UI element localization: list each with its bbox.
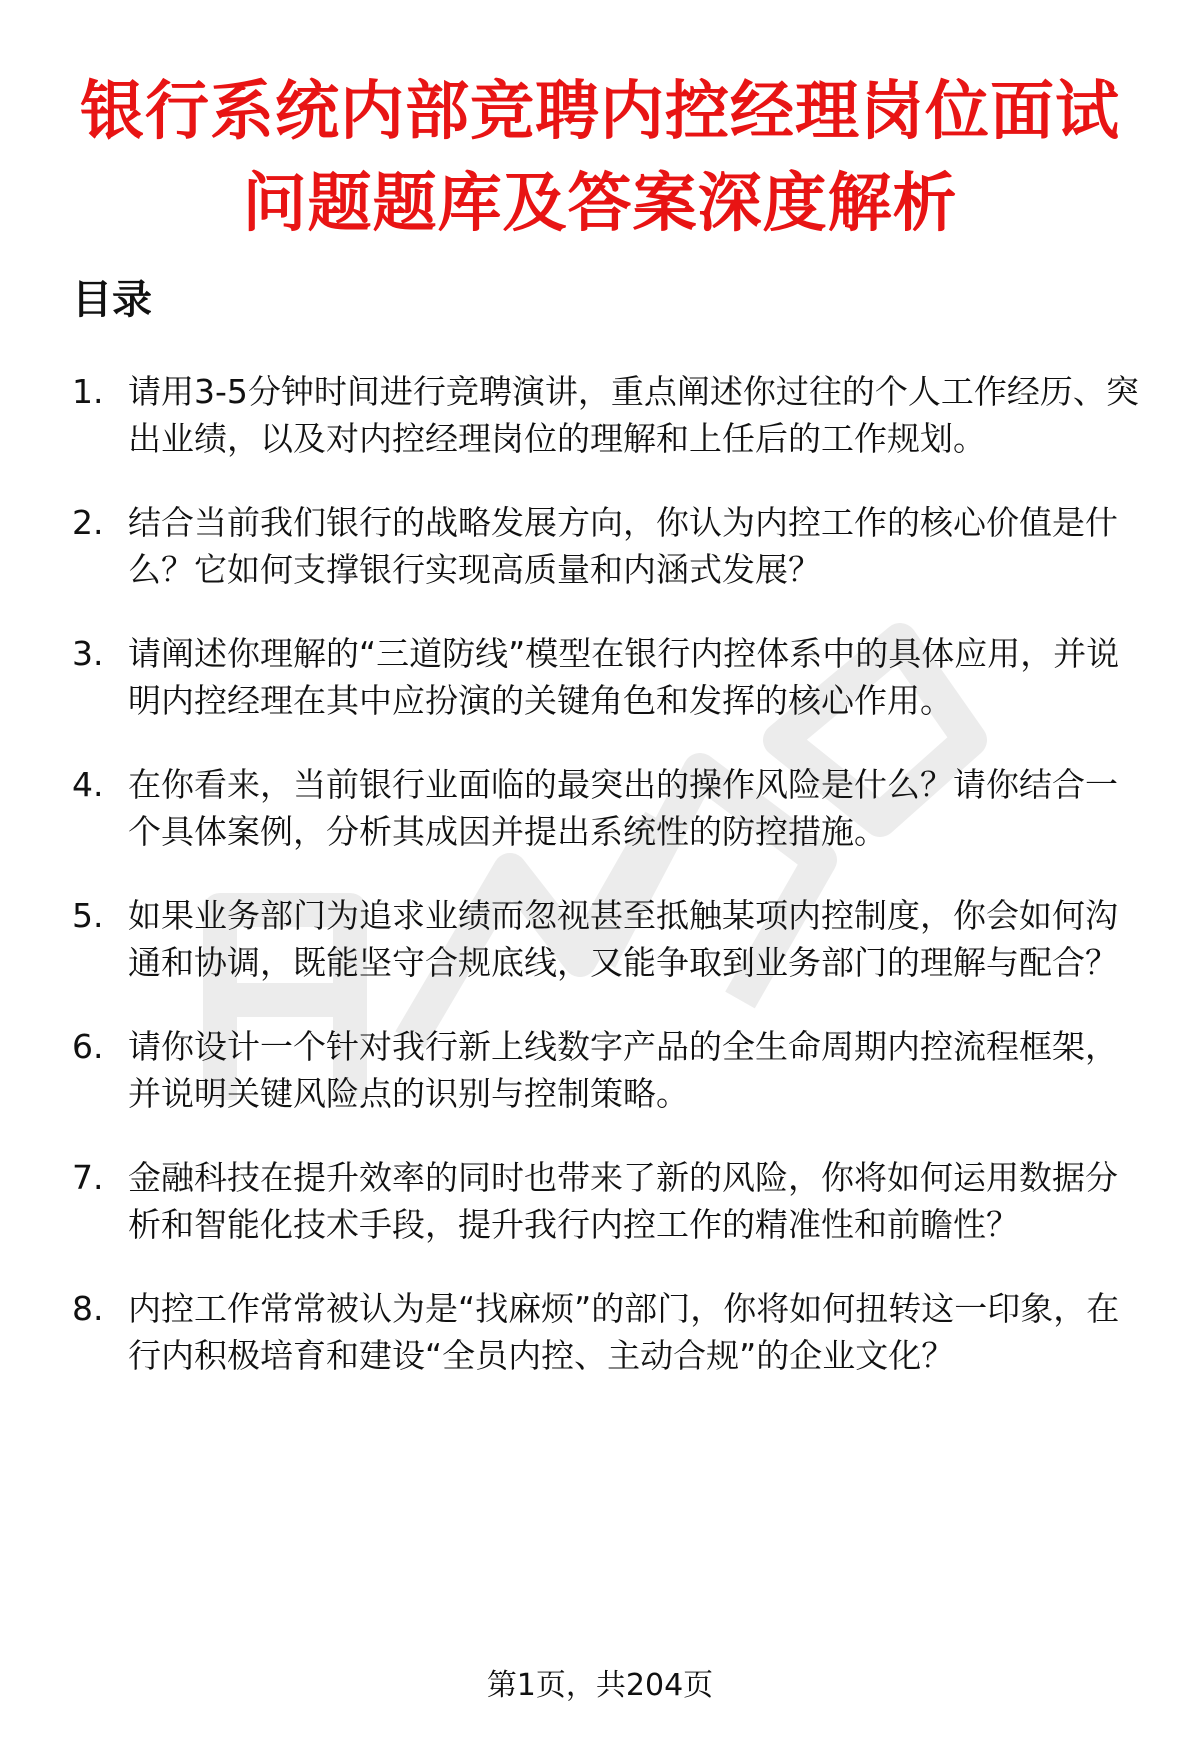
toc-item-text: 请你设计一个针对我行新上线数字产品的全生命周期内控流程框架，并说明关键风险点的识别与控制策略。 [128, 1027, 1118, 1113]
toc-item-number: 8. [72, 1289, 104, 1328]
toc-item [72, 499, 1142, 593]
page-footer: 第1页，共204页 [486, 1668, 714, 1703]
toc-item-text: 结合当前我们银行的战略发展方向，你认为内控工作的核心价值是什么？它如何支撑银行实现高质量和内涵式发展？ [128, 503, 1118, 589]
toc-item-number: 2. [72, 503, 104, 542]
toc-heading: 目录 [72, 277, 152, 323]
toc-item-number: 1. [72, 372, 104, 411]
toc-item-text: 内控工作常常被认为是“找麻烦”的部门，你将如何扭转这一印象，在行内积极培育和建设“全员内控、主动合规”的企业文化？ [128, 1289, 1120, 1375]
toc-item-number: 3. [72, 634, 104, 673]
toc-item-text: 金融科技在提升效率的同时也带来了新的风险，你将如何运用数据分析和智能化技术手段，提升我行内控工作的精准性和前瞻性？ [128, 1158, 1118, 1244]
toc-item [72, 1023, 1142, 1117]
toc-item [72, 761, 1142, 855]
toc-item-text: 请阐述你理解的“三道防线”模型在银行内控体系中的具体应用，并说明内控经理在其中应扮演的关键角色和发挥的核心作用。 [128, 634, 1120, 720]
toc-item-number: 5. [72, 896, 104, 935]
toc-item [72, 1285, 1142, 1379]
toc-list [72, 368, 1142, 1416]
document-title: 银行系统内部竞聘内控经理岗位面试问题题库及答案深度解析 [80, 75, 1120, 241]
toc-item-text: 请用3-5分钟时间进行竞聘演讲，重点阐述你过往的个人工作经历、突出业绩，以及对内控经理岗位的理解和上任后的工作规划。 [128, 372, 1139, 458]
toc-item [72, 368, 1142, 462]
toc-item-number: 6. [72, 1027, 104, 1066]
toc-item-number: 7. [72, 1158, 104, 1197]
toc-item [72, 630, 1142, 724]
toc-item-text: 如果业务部门为追求业绩而忽视甚至抵触某项内控制度，你会如何沟通和协调，既能坚守合规底线，又能争取到业务部门的理解与配合？ [128, 896, 1118, 982]
toc-item [72, 1154, 1142, 1248]
toc-item [72, 892, 1142, 986]
toc-item-text: 在你看来，当前银行业面临的最突出的操作风险是什么？请你结合一个具体案例，分析其成因并提出系统性的防控措施。 [128, 765, 1118, 851]
toc-item-number: 4. [72, 765, 104, 804]
